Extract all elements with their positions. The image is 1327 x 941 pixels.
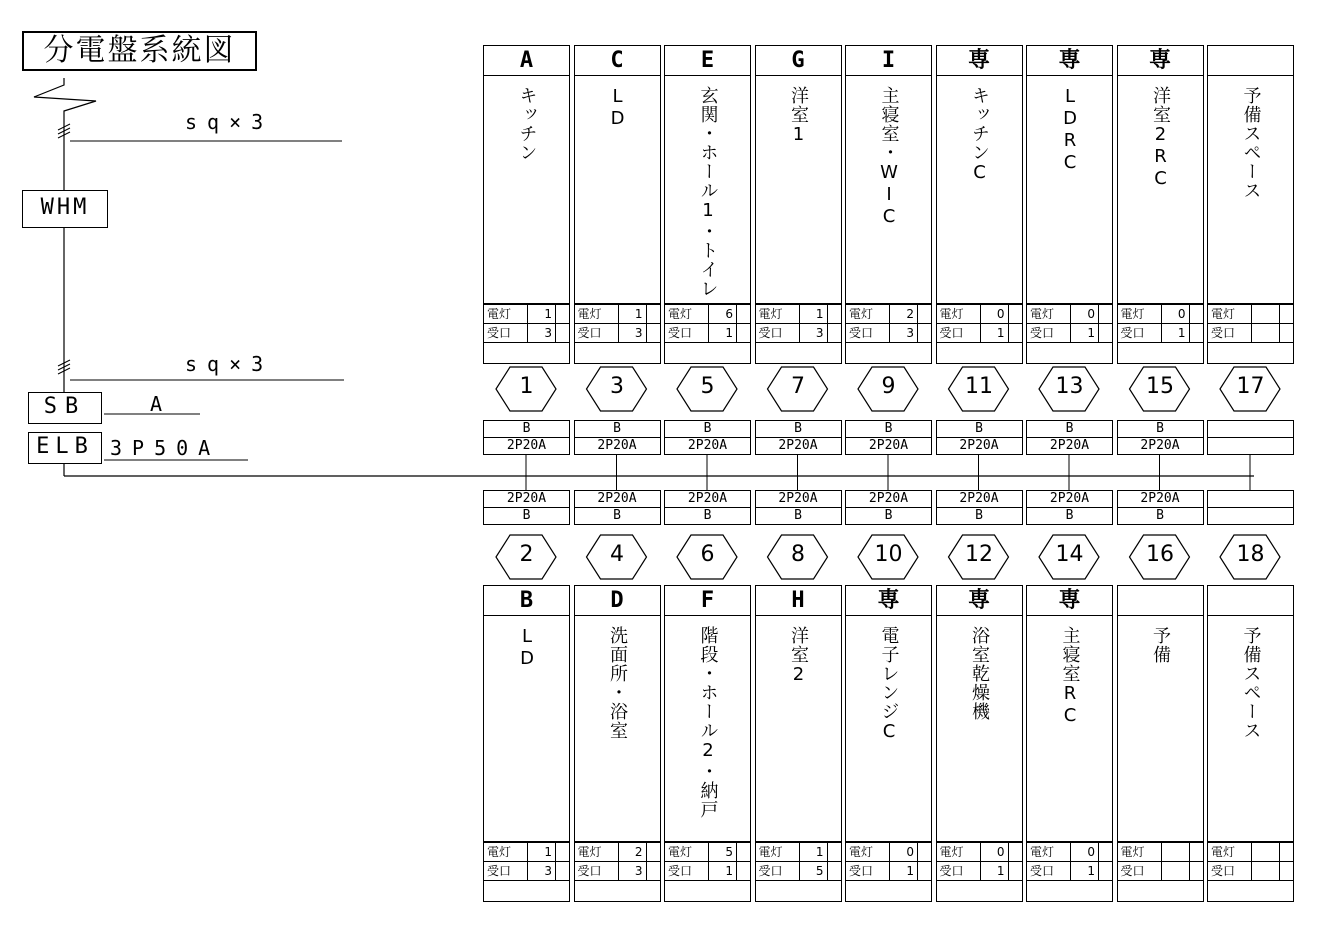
outlet-count [1252,324,1280,342]
outlet-count-row [1208,324,1293,342]
circuit-note [574,880,661,902]
circuit-body [1026,76,1113,304]
outlet-count-row [1027,862,1112,880]
light-label: 電灯 [846,305,890,323]
outlet-count-row [484,862,569,880]
breaker-type: B [484,421,569,438]
outlet-label: 受口 [1027,862,1071,880]
breaker-bottom [936,490,1023,525]
outlet-count: 5 [800,862,828,880]
light-label: 電灯 [756,843,800,861]
circuit-body [845,76,932,304]
circuit-counts [755,842,842,881]
breaker-bottom [1026,490,1113,525]
outlet-count-row [665,862,750,880]
circuit-number: 12 [965,542,993,567]
circuit-name: 電子レンジC [878,626,900,743]
circuit-body [664,76,751,304]
circuit-name: 洋室1 [788,86,809,146]
circuit-note [845,880,932,902]
outlet-label: 受口 [575,324,619,342]
sb-box: SB [28,392,102,424]
circuit-name: 玄関・ホール1・トイレ [697,86,719,298]
circuit-counts [574,842,661,881]
circuit-note [1117,342,1204,364]
light-count: 0 [981,305,1009,323]
breaker-top [1117,420,1204,455]
circuit-number: 11 [965,374,993,399]
outlet-label: 受口 [1118,324,1162,342]
elb-box: ELB [28,432,102,464]
light-count: 1 [619,305,647,323]
outlet-count [1162,862,1190,880]
breaker-top [483,420,570,455]
outlet-count-row [575,862,660,880]
circuit-counts [483,842,570,881]
light-count [1252,843,1280,861]
outlet-label: 受口 [756,324,800,342]
outlet-count: 3 [619,324,647,342]
light-label: 電灯 [575,843,619,861]
circuit-header [1117,585,1204,616]
outlet-label: 受口 [756,862,800,880]
breaker-type: B [575,421,660,438]
outlet-label: 受口 [1118,862,1162,880]
circuit-body [845,616,932,842]
light-label: 電灯 [1118,843,1162,861]
circuit-header: G [755,45,842,76]
light-count-row [756,843,841,862]
breaker-type: B [756,421,841,438]
breaker-type: B [1065,508,1074,523]
outlet-label: 受口 [665,862,709,880]
elb-value: 3P50A [110,436,221,460]
breaker-type: B [1156,508,1164,523]
light-count-row [484,305,569,324]
circuit-number: 18 [1236,542,1265,567]
outlet-count: 1 [1162,324,1190,342]
breaker-rating: 2P20A [506,438,547,453]
outlet-count-row [846,862,931,880]
breaker-type: B [665,421,750,438]
circuit-note [574,342,661,364]
circuit-note [483,880,570,902]
circuit-header: B [483,585,570,616]
outlet-count: 1 [981,862,1009,880]
circuit-counts [1026,304,1113,343]
light-count: 2 [890,305,918,323]
outlet-label: 受口 [1208,324,1252,342]
circuit-body [936,76,1023,304]
outlet-label: 受口 [484,862,528,880]
outlet-count: 3 [800,324,828,342]
circuit-header: I [845,45,932,76]
outlet-label: 受口 [1027,324,1071,342]
circuit-body [1207,76,1294,304]
breaker-bottom [483,490,570,525]
circuit-note [664,342,751,364]
light-count-row [1118,305,1203,324]
light-label: 電灯 [937,305,981,323]
breaker-bottom [664,490,751,525]
breaker-rating: 2P20A [756,491,841,508]
breaker-type: B [1118,421,1203,438]
light-count-row [665,305,750,324]
circuit-body [664,616,751,842]
breaker-bottom [755,490,842,525]
breaker-bottom [845,490,932,525]
light-count-row [1118,843,1203,862]
circuit-name: 洗面所・浴室 [607,626,628,740]
circuit-name: LD [516,626,538,670]
breaker-bottom [574,490,661,525]
circuit-counts [1026,842,1113,881]
outlet-count: 3 [890,324,918,342]
circuit-name: LD [607,86,628,130]
circuit-note [1207,880,1294,902]
circuit-name: キッチンC [969,86,990,184]
breaker-type: B [846,421,931,438]
circuit-body [755,616,842,842]
light-count [1252,305,1280,323]
breaker-type: B [794,508,802,523]
light-count: 5 [709,843,737,861]
breaker-top [845,420,932,455]
circuit-header: 専 [1026,585,1113,616]
circuit-header [1207,45,1294,76]
breaker-top [1026,420,1113,455]
light-count: 0 [1071,843,1099,861]
outlet-count: 1 [709,324,737,342]
outlet-count: 1 [709,862,737,880]
light-label: 電灯 [665,843,709,861]
breaker-type: B [937,421,1022,438]
circuit-name: 階段・ホール2・納戸 [697,626,719,819]
circuit-name: キッチン [516,86,538,162]
breaker-rating: 2P20A [778,438,818,453]
circuit-number: 2 [519,542,534,567]
outlet-count-row [484,324,569,342]
diagram-title: 分電盤系統図 [22,31,257,71]
circuit-header: 専 [1117,45,1204,76]
light-count-row [937,305,1022,324]
sb-value: A [150,392,163,416]
light-label: 電灯 [665,305,709,323]
light-count-row [1208,305,1293,324]
light-count-row [575,843,660,862]
circuit-counts [1117,304,1204,343]
circuit-counts [664,304,751,343]
circuit-body [483,616,570,842]
light-label: 電灯 [484,843,528,861]
outlet-count: 1 [890,862,918,880]
breaker-rating: 2P20A [484,491,569,508]
circuit-header: 専 [1026,45,1113,76]
outlet-label: 受口 [937,324,981,342]
light-label: 電灯 [937,843,981,861]
breaker-rating: 2P20A [575,491,660,508]
light-count [1162,843,1190,861]
circuit-number: 4 [610,542,624,567]
light-label: 電灯 [575,305,619,323]
outlet-label: 受口 [484,324,528,342]
light-count: 1 [528,843,556,861]
light-count: 0 [981,843,1009,861]
circuit-counts [845,842,932,881]
circuit-body [936,616,1023,842]
circuit-body [1117,76,1204,304]
outlet-count-row [575,324,660,342]
breaker-top [1207,420,1294,455]
outlet-label: 受口 [846,862,890,880]
breaker-top [755,420,842,455]
circuit-body [483,76,570,304]
circuit-number: 9 [881,374,896,399]
outlet-count: 3 [619,862,647,880]
outlet-count [1252,862,1280,880]
outlet-count-row [756,324,841,342]
light-count-row [846,843,931,862]
circuit-header: D [574,585,661,616]
circuit-header: C [574,45,661,76]
circuit-note [755,880,842,902]
circuit-counts [845,304,932,343]
breaker-rating: 2P20A [687,438,728,453]
circuit-name: 予備 [1150,626,1171,664]
circuit-counts [1117,842,1204,881]
circuit-number: 10 [874,542,903,567]
circuit-counts [1207,304,1294,343]
wire-label-1: sq×3 [185,110,274,134]
breaker-type: B [522,508,531,523]
circuit-name: 主寝室・WIC [878,86,900,228]
light-count-row [575,305,660,324]
circuit-number: 5 [700,374,715,399]
breaker-top [664,420,751,455]
circuit-name: 浴室乾燥機 [969,626,990,721]
circuit-header: F [664,585,751,616]
breaker-type [1208,421,1293,438]
circuit-name: 主寝室RC [1059,626,1081,727]
circuit-note [1207,342,1294,364]
outlet-count-row [937,862,1022,880]
circuit-header: 専 [936,585,1023,616]
breaker-rating: 2P20A [1049,438,1090,453]
circuit-note [936,880,1023,902]
circuit-note [1117,880,1204,902]
circuit-name: 洋室2 [788,626,809,686]
wire-label-2: sq×3 [185,352,274,376]
breaker-rating: 2P20A [597,438,637,453]
breaker-top [574,420,661,455]
outlet-label: 受口 [846,324,890,342]
outlet-count-row [1208,862,1293,880]
breaker-top [936,420,1023,455]
circuit-header: H [755,585,842,616]
light-count-row [1208,843,1293,862]
light-label: 電灯 [1027,305,1071,323]
circuit-number: 16 [1146,542,1174,567]
circuit-note [1026,880,1113,902]
circuit-counts [936,304,1023,343]
circuit-body [574,616,661,842]
breaker-rating: 2P20A [959,438,999,453]
light-count: 0 [1071,305,1099,323]
breaker-rating: 2P20A [846,491,931,508]
circuit-body [1117,616,1204,842]
circuit-note [936,342,1023,364]
light-count: 1 [528,305,556,323]
outlet-count: 1 [981,324,1009,342]
circuit-body [1207,616,1294,842]
outlet-label: 受口 [937,862,981,880]
circuit-number: 15 [1146,374,1174,399]
outlet-label: 受口 [575,862,619,880]
circuit-header: A [483,45,570,76]
light-count: 0 [1162,305,1190,323]
circuit-header: 専 [936,45,1023,76]
breaker-rating [1208,438,1293,454]
light-label: 電灯 [484,305,528,323]
outlet-count: 1 [1071,862,1099,880]
light-count: 6 [709,305,737,323]
breaker-rating: 2P20A [1140,438,1180,453]
circuit-counts [936,842,1023,881]
circuit-body [574,76,661,304]
breaker-type: B [975,508,983,523]
outlet-count: 3 [528,324,556,342]
breaker-rating: 2P20A [937,491,1022,508]
light-count: 1 [800,843,828,861]
circuit-name: LDRC [1059,86,1081,174]
light-count: 0 [890,843,918,861]
circuit-number: 14 [1055,542,1084,567]
breaker-type: B [1027,421,1112,438]
circuit-body [1026,616,1113,842]
light-count-row [1027,843,1112,862]
breaker-type: B [884,508,893,523]
circuit-name: 予備スペース [1240,86,1262,200]
breaker-bottom [1117,490,1204,525]
light-count: 1 [800,305,828,323]
whm-meter: WHM [22,190,108,228]
outlet-count: 1 [1071,324,1099,342]
light-count: 2 [619,843,647,861]
breaker-rating: 2P20A [1118,491,1203,508]
light-label: 電灯 [846,843,890,861]
light-count-row [665,843,750,862]
circuit-header [1207,585,1294,616]
circuit-header: E [664,45,751,76]
breaker-rating [1208,491,1293,508]
circuit-body [755,76,842,304]
outlet-count-row [1118,324,1203,342]
outlet-label: 受口 [665,324,709,342]
light-label: 電灯 [1027,843,1071,861]
outlet-count-row [846,324,931,342]
light-count-row [846,305,931,324]
light-label: 電灯 [1118,305,1162,323]
circuit-number: 3 [610,374,624,399]
circuit-counts [664,842,751,881]
outlet-count-row [665,324,750,342]
outlet-count: 3 [528,862,556,880]
outlet-count-row [756,862,841,880]
circuit-counts [755,304,842,343]
light-label: 電灯 [1208,843,1252,861]
circuit-name: 予備スペース [1240,626,1262,740]
circuit-number: 17 [1236,374,1265,399]
light-count-row [484,843,569,862]
circuit-note [483,342,570,364]
breaker-bottom [1207,490,1294,525]
circuit-header: 専 [845,585,932,616]
light-count-row [756,305,841,324]
circuit-counts [574,304,661,343]
breaker-type: B [703,508,712,523]
circuit-counts [1207,842,1294,881]
circuit-number: 6 [700,542,715,567]
circuit-note [755,342,842,364]
light-label: 電灯 [1208,305,1252,323]
circuit-number: 8 [791,542,805,567]
breaker-rating: 2P20A [665,491,750,508]
circuit-note [664,880,751,902]
outlet-label: 受口 [1208,862,1252,880]
breaker-rating: 2P20A [868,438,909,453]
circuit-name: 洋室2RC [1150,86,1171,190]
circuit-number: 1 [519,374,534,399]
circuit-number: 7 [791,374,805,399]
outlet-count-row [1027,324,1112,342]
breaker-type [1208,508,1293,524]
circuit-number: 13 [1055,374,1084,399]
outlet-count-row [937,324,1022,342]
light-label: 電灯 [756,305,800,323]
light-count-row [937,843,1022,862]
circuit-counts [483,304,570,343]
breaker-type: B [613,508,621,523]
circuit-note [1026,342,1113,364]
circuit-note [845,342,932,364]
light-count-row [1027,305,1112,324]
outlet-count-row [1118,862,1203,880]
breaker-rating: 2P20A [1027,491,1112,508]
